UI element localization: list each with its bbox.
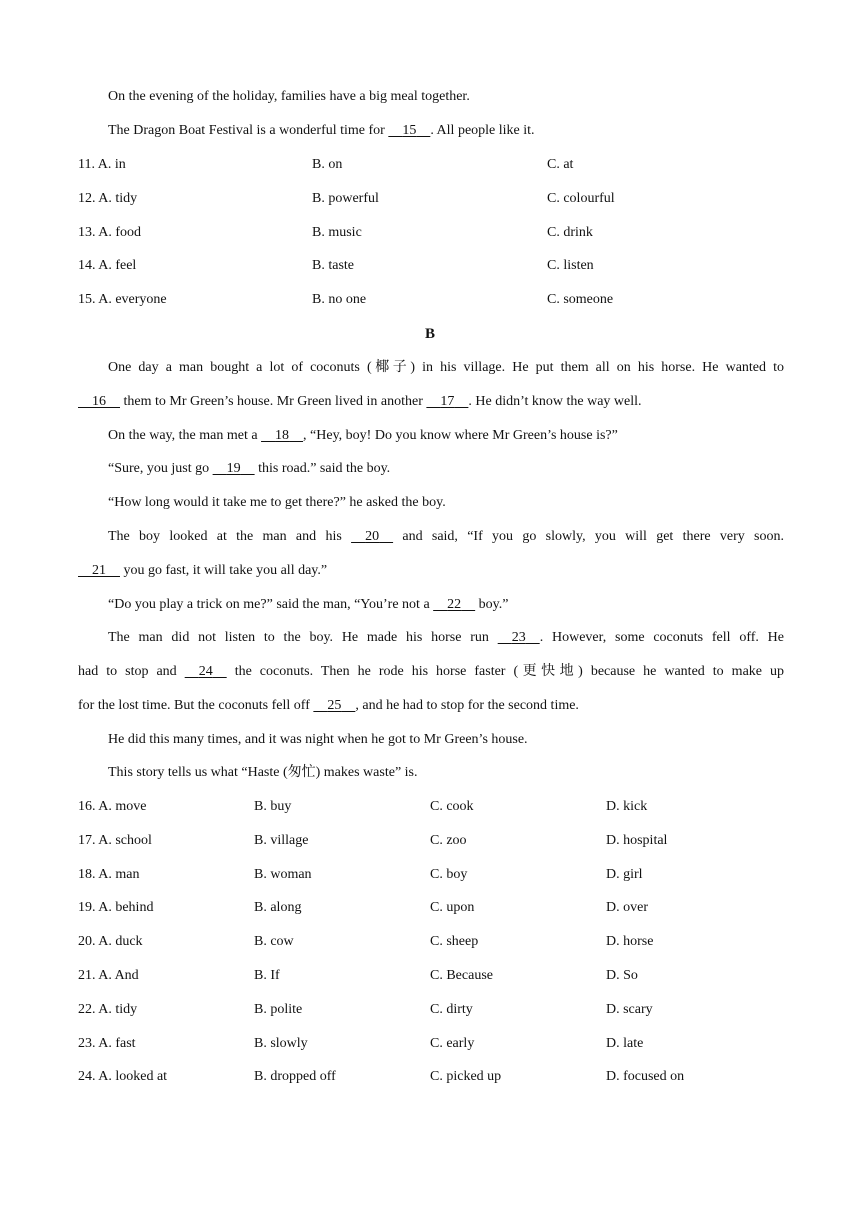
passage-b-line bbox=[108, 358, 784, 378]
question-option-b[interactable]: B. along bbox=[254, 900, 302, 916]
question-option-d[interactable]: D. late bbox=[606, 1035, 644, 1051]
passage-b-line bbox=[108, 730, 784, 750]
question-option-b[interactable]: B. cow bbox=[254, 934, 294, 950]
passage-b-line bbox=[108, 628, 784, 648]
question-option-d[interactable]: D. scary bbox=[606, 1001, 653, 1017]
question-row bbox=[78, 1034, 784, 1054]
question-option-a[interactable]: 20. A. duck bbox=[78, 934, 143, 950]
question-option-d[interactable]: D. horse bbox=[606, 934, 654, 950]
passage-text: One day a man bought a lot of coconuts (椰子) in his village. He put them all on his horse. He wanted to bbox=[108, 360, 784, 375]
question-option-c[interactable]: C. upon bbox=[430, 900, 475, 916]
blank-24: 24 bbox=[198, 664, 213, 679]
passage-a-paragraph bbox=[108, 121, 784, 141]
passage-text: and said, “If you go slowly, you will get there very soon. bbox=[393, 529, 785, 544]
question-option-a[interactable]: 17. A. school bbox=[78, 832, 152, 848]
question-option-c[interactable]: C. boy bbox=[430, 866, 468, 882]
passage-text: This story tells us what “Haste (匆忙) makes waste” is. bbox=[108, 765, 418, 780]
question-option-c[interactable]: C. someone bbox=[547, 292, 614, 308]
passage-text: had to stop and bbox=[78, 664, 185, 679]
passage-text: “Do you play a trick on me?” said the man, “You’re not a bbox=[108, 597, 434, 612]
passage-text: , and he had to stop for the second time. bbox=[355, 698, 579, 713]
passage-b-line bbox=[108, 527, 784, 547]
question-option-c[interactable]: C. zoo bbox=[430, 832, 467, 848]
question-row bbox=[78, 1000, 784, 1020]
passage-text: this road.” said the boy. bbox=[254, 461, 391, 476]
question-option-a[interactable]: 18. A. man bbox=[78, 866, 140, 882]
question-row bbox=[78, 831, 784, 851]
blank-17: 17 bbox=[440, 394, 455, 409]
question-option-a[interactable]: 24. A. looked at bbox=[78, 1069, 168, 1085]
question-row bbox=[78, 155, 784, 175]
question-row bbox=[78, 932, 784, 952]
question-option-d[interactable]: D. focused on bbox=[606, 1069, 685, 1085]
passage-text: . He didn’t know the way well. bbox=[468, 394, 642, 409]
blank-16: 16 bbox=[92, 394, 106, 409]
question-option-b[interactable]: B. polite bbox=[254, 1001, 303, 1017]
question-option-c[interactable]: C. drink bbox=[547, 224, 593, 240]
question-option-d[interactable]: D. girl bbox=[606, 866, 643, 882]
question-option-c[interactable]: C. picked up bbox=[430, 1069, 502, 1085]
question-option-a[interactable]: 11. A. in bbox=[78, 157, 126, 172]
blank-23: 23 bbox=[511, 630, 526, 645]
question-row bbox=[78, 223, 784, 243]
passage-text: On the evening of the holiday, families have a big meal together. bbox=[108, 89, 470, 104]
question-option-a[interactable]: 19. A. behind bbox=[78, 900, 154, 916]
question-option-b[interactable]: B. taste bbox=[312, 258, 354, 274]
passage-text: for the lost time. But the coconuts fell off bbox=[78, 698, 314, 713]
question-row bbox=[78, 189, 784, 209]
question-option-b[interactable]: B. no one bbox=[312, 292, 367, 308]
blank-22: 22 bbox=[447, 597, 462, 612]
blank-15: 15 bbox=[402, 123, 417, 138]
blank-18: 18 bbox=[275, 428, 290, 443]
question-option-c[interactable]: C. listen bbox=[547, 258, 594, 274]
question-row bbox=[78, 256, 784, 276]
passage-b-line bbox=[108, 763, 784, 783]
passage-text: them to Mr Green’s house. Mr Green lived in another bbox=[120, 394, 427, 409]
question-option-c[interactable]: C. sheep bbox=[430, 934, 479, 950]
passage-text: On the way, the man met a bbox=[108, 428, 262, 443]
passage-b-line bbox=[108, 426, 784, 446]
question-option-b[interactable]: B. If bbox=[254, 968, 280, 983]
question-row bbox=[78, 966, 784, 986]
question-option-b[interactable]: B. village bbox=[254, 832, 309, 848]
question-row bbox=[78, 1067, 784, 1087]
question-row bbox=[78, 898, 784, 918]
passage-b-line bbox=[78, 696, 784, 716]
question-option-d[interactable]: D. kick bbox=[606, 799, 648, 814]
question-option-c[interactable]: C. dirty bbox=[430, 1001, 473, 1017]
question-option-a[interactable]: 22. A. tidy bbox=[78, 1001, 138, 1017]
question-option-b[interactable]: B. music bbox=[312, 224, 362, 240]
passage-b-line bbox=[78, 561, 784, 581]
question-option-b[interactable]: B. powerful bbox=[312, 190, 379, 206]
passage-b-line bbox=[108, 459, 784, 479]
passage-text: “Sure, you just go bbox=[108, 461, 213, 476]
passage-text: The boy looked at the man and his bbox=[108, 529, 352, 544]
question-option-c[interactable]: C. colourful bbox=[547, 190, 615, 206]
blank-21: 21 bbox=[92, 563, 106, 578]
question-option-b[interactable]: B. buy bbox=[254, 799, 292, 814]
passage-text: boy.” bbox=[475, 597, 509, 612]
blank-25: 25 bbox=[327, 698, 342, 713]
passage-text: , “Hey, boy! Do you know where Mr Green’s house is?” bbox=[303, 428, 618, 443]
question-row bbox=[78, 865, 784, 885]
passage-b-line bbox=[78, 662, 784, 682]
question-row bbox=[78, 290, 784, 310]
passage-b-line bbox=[108, 493, 784, 513]
question-option-a[interactable]: 23. A. fast bbox=[78, 1035, 136, 1051]
question-option-c[interactable]: C. Because bbox=[430, 968, 493, 983]
question-option-d[interactable]: D. hospital bbox=[606, 832, 668, 848]
question-option-c[interactable]: C. cook bbox=[430, 799, 474, 814]
passage-text: The man did not listen to the boy. He made his horse run bbox=[108, 630, 498, 645]
passage-text: “How long would it take me to get there?” he asked the boy. bbox=[108, 495, 446, 510]
passage-b-line bbox=[78, 392, 784, 412]
question-option-a[interactable]: 14. A. feel bbox=[78, 258, 137, 274]
question-option-a[interactable]: 13. A. food bbox=[78, 224, 141, 240]
question-option-b[interactable]: B. woman bbox=[254, 866, 312, 882]
question-row bbox=[78, 797, 784, 817]
question-option-c[interactable]: C. early bbox=[430, 1035, 475, 1051]
blank-20: 20 bbox=[365, 529, 380, 544]
question-option-d[interactable]: D. over bbox=[606, 900, 648, 916]
passage-text: . However, some coconuts fell off. He bbox=[539, 630, 784, 645]
passage-b-line bbox=[108, 595, 784, 615]
blank-19: 19 bbox=[226, 461, 241, 476]
question-option-d[interactable]: D. So bbox=[606, 968, 638, 983]
passage-text: . All people like it. bbox=[430, 123, 535, 138]
passage-text: you go fast, it will take you all day.” bbox=[120, 563, 328, 578]
question-option-b[interactable]: B. on bbox=[312, 157, 343, 172]
question-option-a[interactable]: 12. A. tidy bbox=[78, 190, 138, 206]
passage-text: He did this many times, and it was night when he got to Mr Green’s house. bbox=[108, 732, 528, 747]
question-option-c[interactable]: C. at bbox=[547, 157, 574, 172]
question-option-a[interactable]: 15. A. everyone bbox=[78, 292, 167, 308]
passage-text: The Dragon Boat Festival is a wonderful time for bbox=[108, 123, 385, 138]
question-option-b[interactable]: B. dropped off bbox=[254, 1069, 336, 1085]
passage-a-paragraph bbox=[108, 87, 784, 107]
question-option-b[interactable]: B. slowly bbox=[254, 1035, 308, 1051]
passage-text: the coconuts. Then he rode his horse faster (更快地) because he wanted to make up bbox=[226, 664, 785, 679]
section-heading: B bbox=[424, 326, 435, 342]
question-option-a[interactable]: 21. A. And bbox=[78, 968, 139, 983]
question-option-a[interactable]: 16. A. move bbox=[78, 799, 147, 814]
